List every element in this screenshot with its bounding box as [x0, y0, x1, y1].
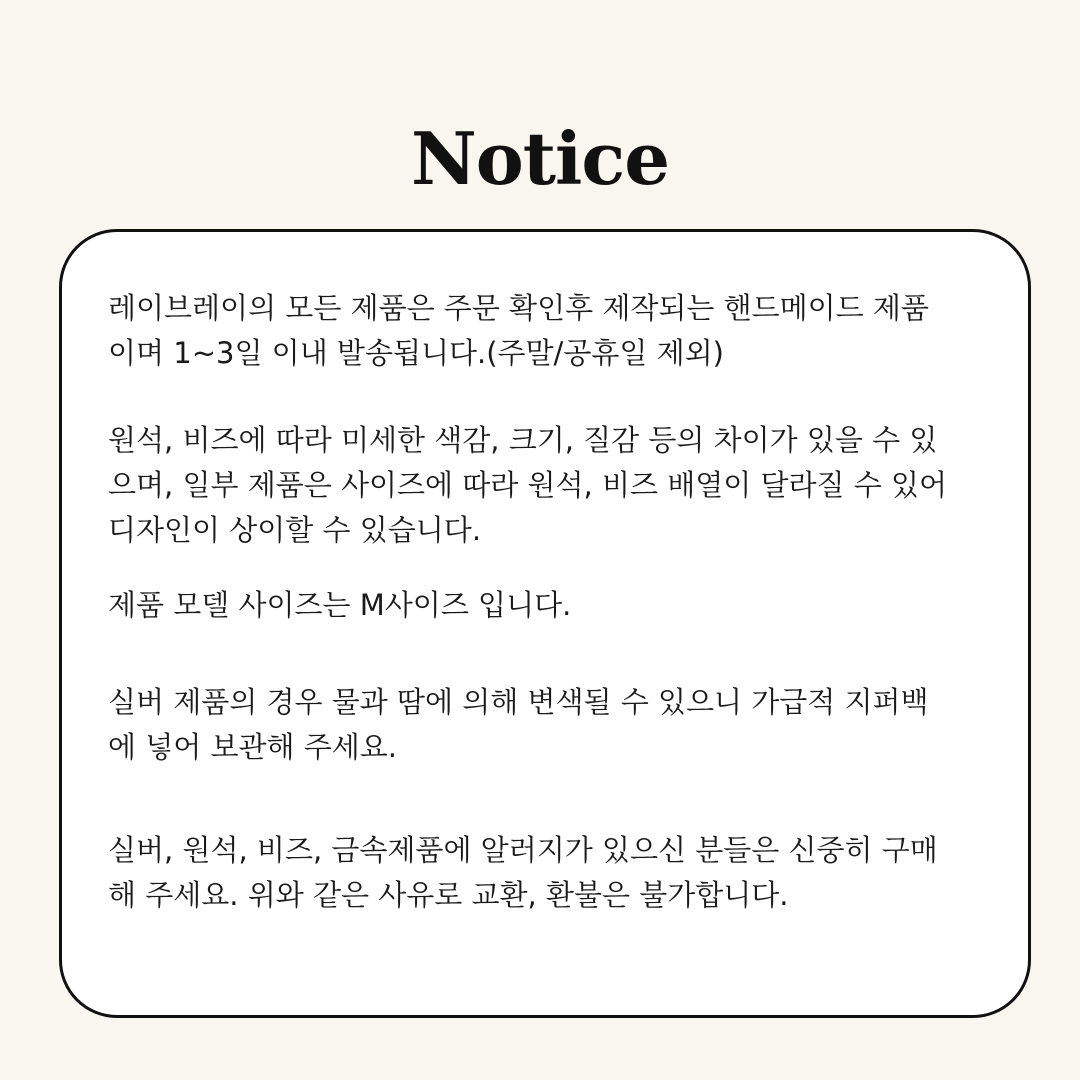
notice-paragraph-allergy: 실버, 원석, 비즈, 금속제품에 알러지가 있으신 분들은 신중히 구매 해 주세요. 위와 같은 사유로 교환, 환불은 불가합니다. — [108, 833, 938, 912]
notice-paragraph-variation: 원석, 비즈에 따라 미세한 색감, 크기, 질감 등의 차이가 있을 수 있 으며, 일부 제품은 사이즈에 따라 원석, 비즈 배열이 달라질 수 있어 디자인이 상이할 수 있습니다. — [108, 423, 947, 547]
notice-paragraph-silver-care: 실버 제품의 경우 물과 땀에 의해 변색될 수 있으니 가급적 지퍼백 에 넣어 보관해 주세요. — [108, 685, 929, 764]
page-title: Notice — [410, 116, 670, 202]
notice-paragraph-shipping: 레이브레이의 모든 제품은 주문 확인후 제작되는 핸드메이드 제품 이며 1~3일 이내 발송됩니다.(주말/공휴일 제외) — [108, 291, 929, 370]
notice-paragraph-model-size: 제품 모델 사이즈는 M사이즈 입니다. — [108, 588, 572, 622]
